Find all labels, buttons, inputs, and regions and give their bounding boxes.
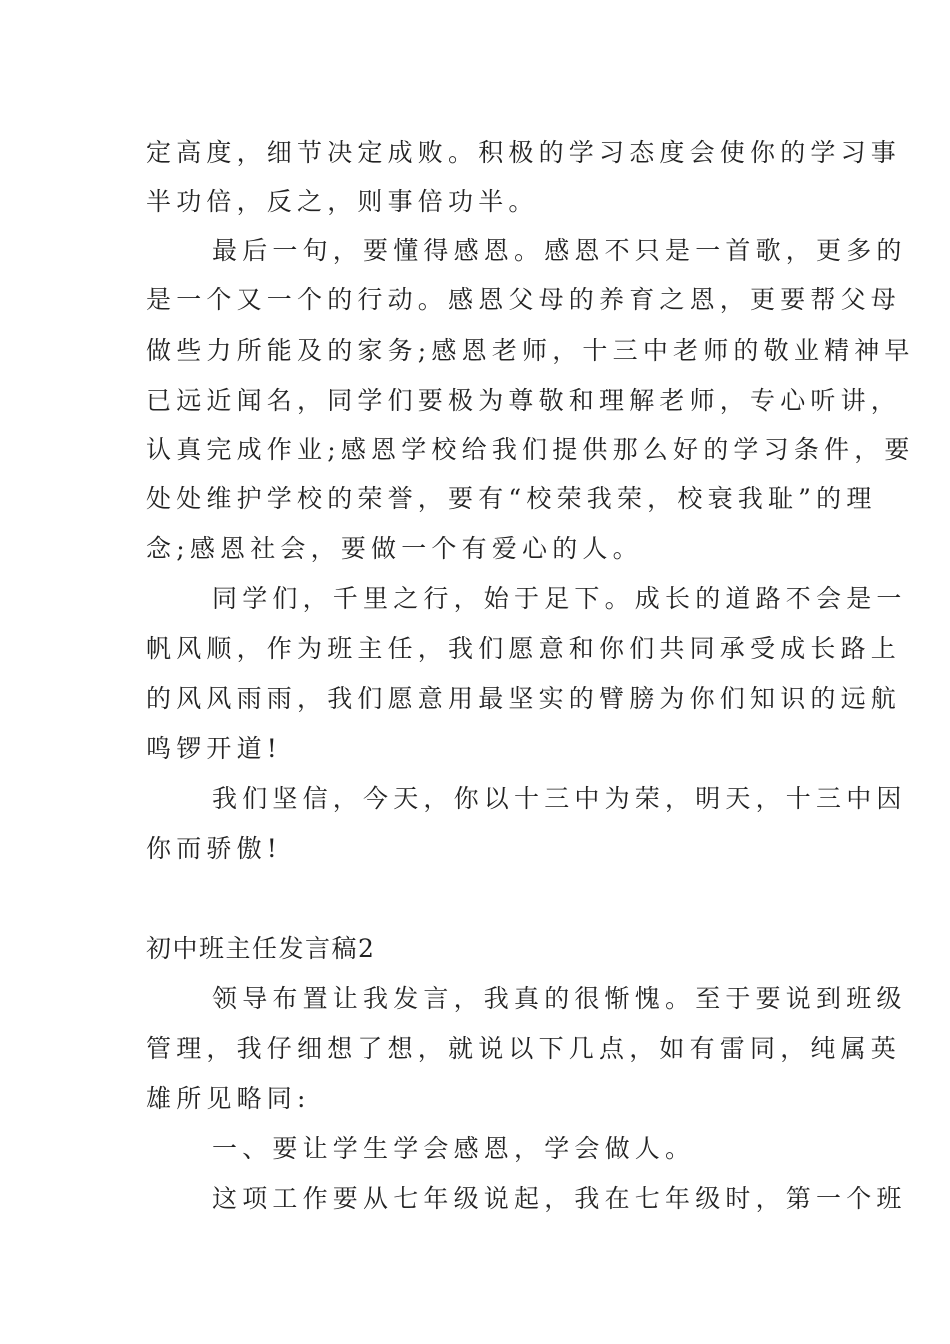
paragraph-line: 定高度，细节决定成败。积极的学习态度会使你的学习事 — [146, 138, 902, 167]
paragraph-line: 管理，我仔细想了想，就说以下几点，如有雷同，纯属英 — [146, 1034, 902, 1063]
paragraph-line: 半功倍，反之，则事倍功半。 — [146, 187, 539, 216]
paragraph-line: 你而骄傲! — [146, 834, 283, 863]
list-item: 一、要让学生学会感恩，学会做人。 — [212, 1134, 696, 1163]
section-heading: 初中班主任发言稿2 — [146, 934, 376, 963]
paragraph-line: 做些力所能及的家务;感恩老师，十三中老师的敬业精神早 — [146, 336, 915, 365]
paragraph-line: 领导布置让我发言，我真的很惭愧。至于要说到班级 — [212, 984, 907, 1013]
paragraph-line: 最后一句，要懂得感恩。感恩不只是一首歌，更多的 — [212, 236, 907, 265]
paragraph-line: 帆风顺，作为班主任，我们愿意和你们共同承受成长路上 — [146, 634, 902, 663]
paragraph-line: 认真完成作业;感恩学校给我们提供那么好的学习条件，要 — [146, 435, 915, 464]
paragraph-line: 是一个又一个的行动。感恩父母的养育之恩，更要帮父母 — [146, 285, 902, 314]
paragraph-line: 处处维护学校的荣誉，要有“校荣我荣，校衰我耻”的理 — [146, 484, 877, 513]
paragraph-line: 我们坚信，今天，你以十三中为荣，明天，十三中因 — [212, 784, 907, 813]
paragraph-line: 的风风雨雨，我们愿意用最坚实的臂膀为你们知识的远航 — [146, 684, 902, 713]
paragraph-line: 念;感恩社会，要做一个有爱心的人。 — [146, 534, 643, 563]
paragraph-line: 雄所见略同: — [146, 1084, 311, 1113]
paragraph-line: 已远近闻名，同学们要极为尊敬和理解老师，专心听讲， — [146, 386, 902, 415]
paragraph-line: 鸣锣开道! — [146, 734, 283, 763]
paragraph-line: 这项工作要从七年级说起，我在七年级时，第一个班 — [212, 1184, 907, 1213]
paragraph-line: 同学们，千里之行，始于足下。成长的道路不会是一 — [212, 584, 907, 613]
